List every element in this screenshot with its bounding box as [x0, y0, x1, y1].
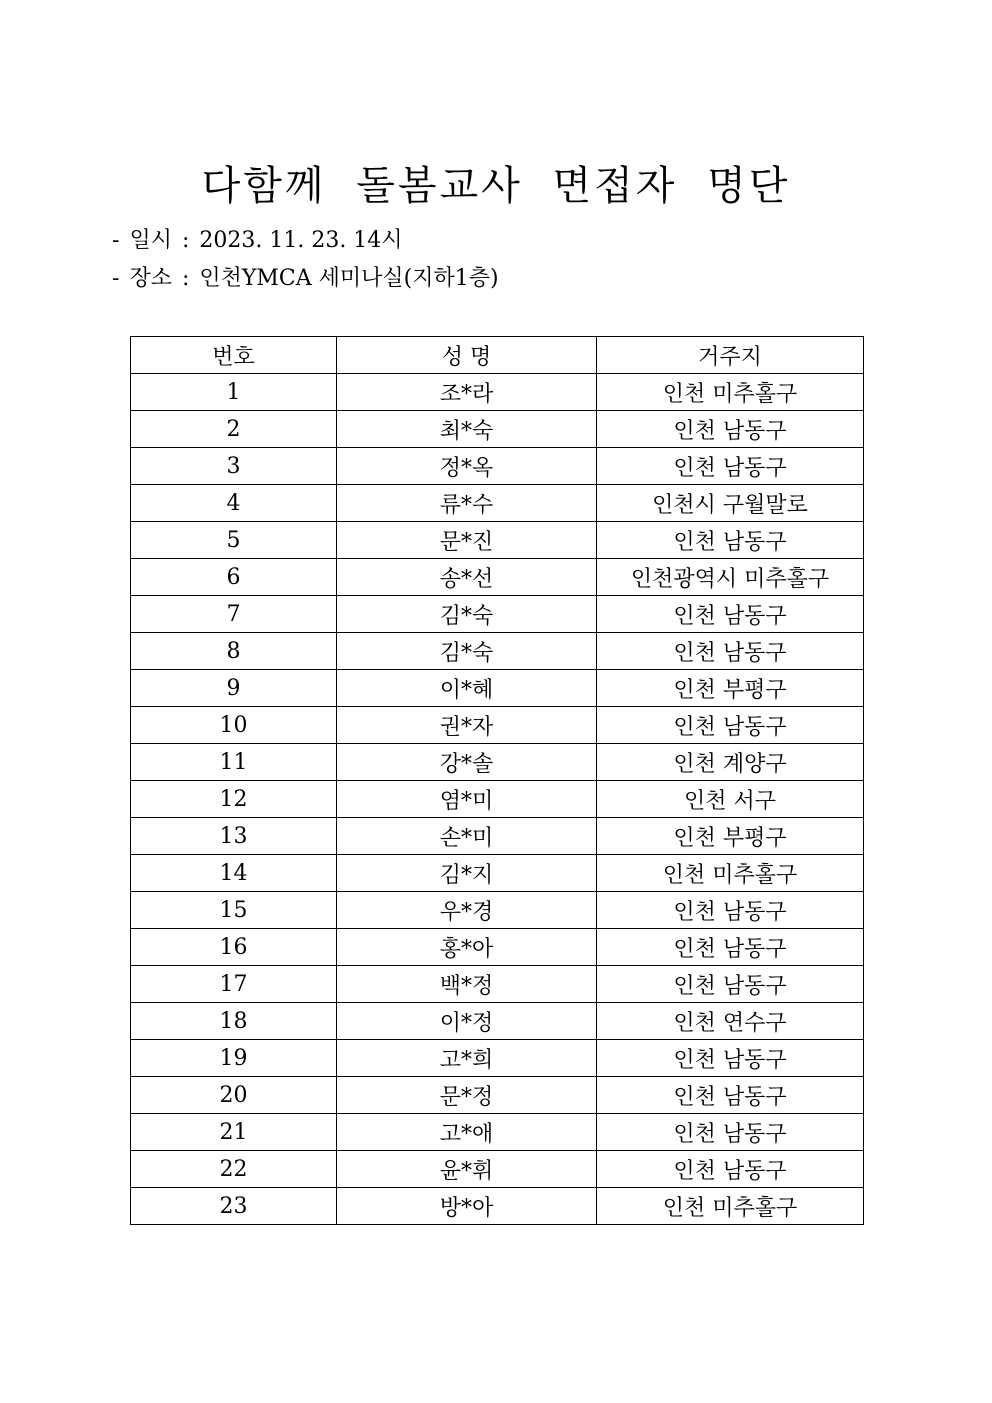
- cell-residence: 인천 남동구: [597, 1151, 864, 1188]
- cell-name: 김*지: [337, 855, 597, 892]
- cell-name: 김*숙: [337, 596, 597, 633]
- cell-name: 최*숙: [337, 411, 597, 448]
- cell-name: 이*혜: [337, 670, 597, 707]
- cell-name: 문*진: [337, 522, 597, 559]
- header-number: 번호: [131, 337, 337, 374]
- cell-name: 윤*휘: [337, 1151, 597, 1188]
- table-row: [131, 966, 864, 1003]
- info-place-label: 장소: [129, 266, 172, 291]
- table-row: [131, 744, 864, 781]
- info-place-dash: -: [112, 266, 120, 291]
- table-row: [131, 1114, 864, 1151]
- cell-number: 20: [131, 1077, 337, 1114]
- table-row: [131, 559, 864, 596]
- cell-name: 방*아: [337, 1188, 597, 1225]
- cell-residence: 인천 남동구: [597, 448, 864, 485]
- cell-residence: 인천 남동구: [597, 1077, 864, 1114]
- cell-number: 6: [131, 559, 337, 596]
- cell-name: 홍*아: [337, 929, 597, 966]
- info-date-value: 2023. 11. 23. 14시: [199, 228, 403, 253]
- info-date-label: 일시: [129, 228, 172, 253]
- cell-residence: 인천 남동구: [597, 929, 864, 966]
- table-row: [131, 522, 864, 559]
- cell-name: 고*애: [337, 1114, 597, 1151]
- cell-name: 권*자: [337, 707, 597, 744]
- table-row: [131, 892, 864, 929]
- table-row: [131, 411, 864, 448]
- cell-name: 문*정: [337, 1077, 597, 1114]
- cell-residence: 인천 남동구: [597, 1040, 864, 1077]
- cell-residence: 인천 남동구: [597, 707, 864, 744]
- cell-name: 정*옥: [337, 448, 597, 485]
- table-row: [131, 855, 864, 892]
- info-date-dash: -: [112, 228, 120, 253]
- cell-number: 2: [131, 411, 337, 448]
- table-row: [131, 374, 864, 411]
- table-row: [131, 1040, 864, 1077]
- info-date-line: [112, 226, 403, 256]
- info-date-colon: :: [181, 228, 190, 253]
- cell-residence: 인천 남동구: [597, 1114, 864, 1151]
- cell-number: 11: [131, 744, 337, 781]
- cell-name: 류*수: [337, 485, 597, 522]
- info-place-value: 인천YMCA 세미나실(지하1층): [199, 266, 499, 291]
- cell-number: 7: [131, 596, 337, 633]
- cell-residence: 인천 연수구: [597, 1003, 864, 1040]
- table-row: [131, 670, 864, 707]
- info-place-line: [112, 264, 499, 294]
- header-name: 성 명: [337, 337, 597, 374]
- cell-number: 4: [131, 485, 337, 522]
- document-title: 다함께 돌봄교사 면접자 명단: [201, 163, 791, 209]
- cell-number: 1: [131, 374, 337, 411]
- cell-number: 9: [131, 670, 337, 707]
- cell-number: 14: [131, 855, 337, 892]
- cell-number: 16: [131, 929, 337, 966]
- header-residence: 거주지: [597, 337, 864, 374]
- cell-number: 12: [131, 781, 337, 818]
- cell-number: 3: [131, 448, 337, 485]
- cell-number: 18: [131, 1003, 337, 1040]
- cell-number: 17: [131, 966, 337, 1003]
- cell-residence: 인천 미추홀구: [597, 855, 864, 892]
- cell-residence: 인천 부평구: [597, 670, 864, 707]
- cell-residence: 인천 남동구: [597, 522, 864, 559]
- cell-residence: 인천 부평구: [597, 818, 864, 855]
- table-row: [131, 707, 864, 744]
- table-row: [131, 818, 864, 855]
- table-row: [131, 781, 864, 818]
- cell-number: 19: [131, 1040, 337, 1077]
- cell-number: 5: [131, 522, 337, 559]
- cell-number: 13: [131, 818, 337, 855]
- cell-number: 21: [131, 1114, 337, 1151]
- cell-number: 10: [131, 707, 337, 744]
- cell-name: 우*경: [337, 892, 597, 929]
- cell-residence: 인천 미추홀구: [597, 374, 864, 411]
- cell-residence: 인천 미추홀구: [597, 1188, 864, 1225]
- cell-name: 고*희: [337, 1040, 597, 1077]
- cell-number: 23: [131, 1188, 337, 1225]
- cell-number: 15: [131, 892, 337, 929]
- cell-name: 김*숙: [337, 633, 597, 670]
- table-row: [131, 929, 864, 966]
- cell-number: 22: [131, 1151, 337, 1188]
- table-row: [131, 485, 864, 522]
- table-row: [131, 1151, 864, 1188]
- cell-name: 손*미: [337, 818, 597, 855]
- cell-residence: 인천 남동구: [597, 633, 864, 670]
- cell-residence: 인천 서구: [597, 781, 864, 818]
- cell-residence: 인천광역시 미추홀구: [597, 559, 864, 596]
- cell-number: 8: [131, 633, 337, 670]
- cell-name: 조*라: [337, 374, 597, 411]
- table-body: [131, 374, 864, 1225]
- table-row: [131, 1077, 864, 1114]
- cell-residence: 인천 남동구: [597, 596, 864, 633]
- table-row: [131, 1003, 864, 1040]
- cell-residence: 인천 남동구: [597, 966, 864, 1003]
- cell-residence: 인천 계양구: [597, 744, 864, 781]
- interviewee-table: [130, 336, 864, 1225]
- cell-name: 백*정: [337, 966, 597, 1003]
- table-row: [131, 448, 864, 485]
- cell-name: 염*미: [337, 781, 597, 818]
- info-place-colon: :: [181, 266, 190, 291]
- table-row: [131, 596, 864, 633]
- cell-residence: 인천 남동구: [597, 892, 864, 929]
- cell-residence: 인천시 구월말로: [597, 485, 864, 522]
- table-row: [131, 1188, 864, 1225]
- table-row: [131, 633, 864, 670]
- cell-residence: 인천 남동구: [597, 411, 864, 448]
- table-header-row: [131, 337, 864, 374]
- cell-name: 이*정: [337, 1003, 597, 1040]
- cell-name: 송*선: [337, 559, 597, 596]
- cell-name: 강*솔: [337, 744, 597, 781]
